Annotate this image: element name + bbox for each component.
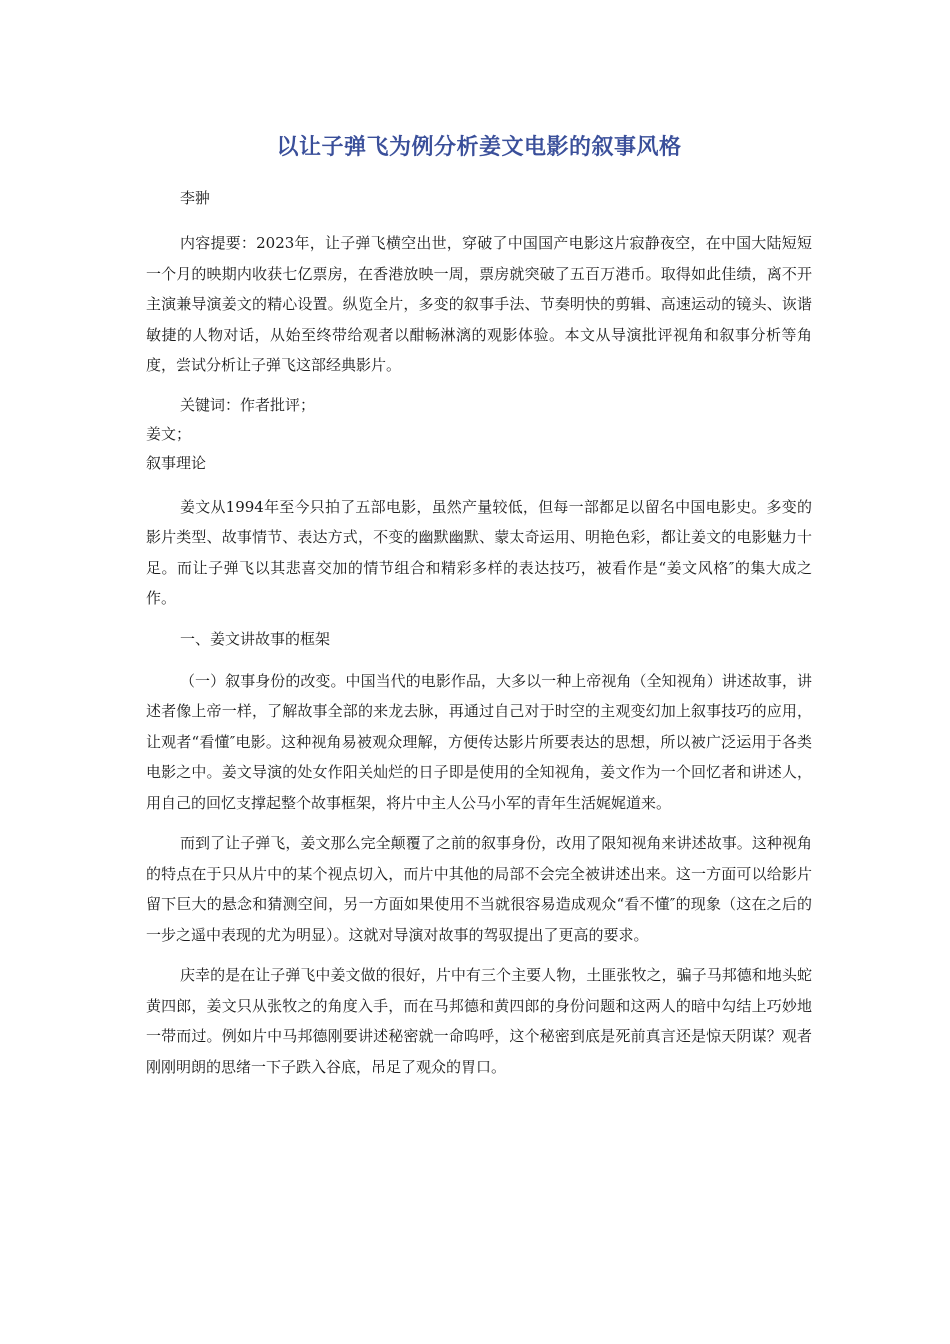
body-paragraph: （一）叙事身份的改变。中国当代的电影作品，大多以一种上帝视角（全知视角）讲述故事，讲述者像上帝一样，了解故事全部的来龙去脉，再通过自己对于时空的主观变幻加上叙事技巧的应用，让观者“看懂″电影。这种视角易被观众理解，方便传达影片所要表达的思想，所以被广泛运用于各类电影之中。姜文导演的处女作阳关灿烂的日子即是使用的全知视角，姜文作为一个回忆者和讲述人，用自己的回忆支撑起整个故事框架，将片中主人公马小军的青年生活娓娓道来。	[146, 671, 812, 812]
document-page	[146, 130, 812, 1092]
keywords-line: 关键词：作者批评；	[180, 395, 316, 414]
author-name: 李翀	[180, 189, 211, 207]
keywords-line: 叙事理论	[146, 453, 207, 472]
keywords-line: 姜文；	[146, 424, 192, 443]
intro-paragraph: 姜文从1994年至今只拍了五部电影，虽然产量较低，但每一部都足以留名中国电影史。多变的影片类型、故事情节、表达方式，不变的幽默幽默、蒙太奇运用、明艳色彩，都让姜文的电影魅力十足。而让子弹飞以其悲喜交加的情节组合和精彩多样的表达技巧，被看作是“姜文风格″的集大成之作。	[146, 497, 812, 607]
section-heading: 一、姜文讲故事的框架	[180, 629, 331, 648]
body-paragraph: 而到了让子弹飞，姜文那么完全颠覆了之前的叙事身份，改用了限知视角来讲述故事。这种视角的特点在于只从片中的某个视点切入，而片中其他的局部不会完全被讲述出来。这一方面可以给影片留下巨大的悬念和猜测空间，另一方面如果使用不当就很容易造成观众“看不懂″的现象（这在之后的一步之遥中表现的尤为明显）。这就对导演对故事的驾驭提出了更高的要求。	[146, 834, 812, 944]
abstract-paragraph: 内容提要：2023年，让子弹飞横空出世，穿破了中国国产电影这片寂静夜空，在中国大陆短短一个月的映期内收获七亿票房，在香港放映一周，票房就突破了五百万港币。取得如此佳绩，离不开主演兼导演姜文的精心设置。纵览全片，多变的叙事手法、节奏明快的剪辑、高速运动的镜头、诙谐敏捷的人物对话，从始至终带给观者以酣畅淋漓的观影体验。本文从导演批评视角和叙事分析等角度，尝试分析让子弹飞这部经典影片。	[146, 234, 812, 374]
document-title: 以让子弹飞为例分析姜文电影的叙事风格	[276, 135, 682, 160]
keywords-block	[146, 391, 812, 478]
body-paragraph: 庆幸的是在让子弹飞中姜文做的很好，片中有三个主要人物，土匪张牧之，骗子马邦德和地头蛇黄四郎，姜文只从张牧之的角度入手，而在马邦德和黄四郎的身份问题和这两人的暗中勾结上巧妙地一带而过。例如片中马邦德刚要讲述秘密就一命呜呼，这个秘密到底是死前真言还是惊天阴谋？观者刚刚明朗的思绪一下子跌入谷底，吊足了观众的胃口。	[146, 966, 812, 1076]
